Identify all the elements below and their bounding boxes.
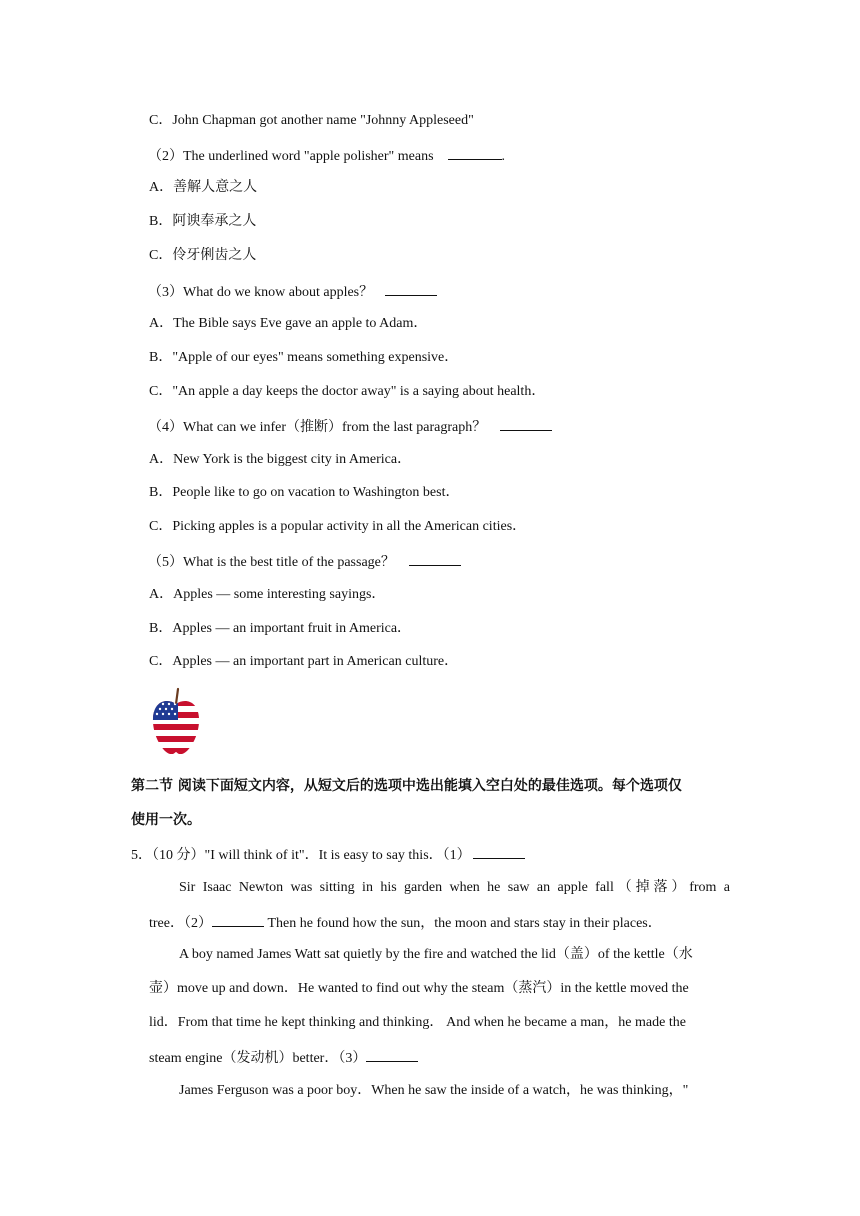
- paragraph-ferguson-line1: James Ferguson was a poor boy．When he saw the inside of a watch，he was thinking，": [179, 1083, 689, 1098]
- section-two-heading-cont: 使用一次。: [131, 812, 201, 828]
- q2-option-a: A．善解人意之人: [149, 180, 258, 195]
- answer-blank[interactable]: [409, 551, 461, 566]
- q4-option-a: A．New York is the biggest city in America．: [149, 452, 412, 467]
- q4-stem: （4）What can we infer（推断）from the last paragraph？: [148, 416, 552, 438]
- paragraph-watt-line2: 壶）move up and down．He wanted to find out why the steam（蒸汽）in the kettle moved the: [149, 981, 689, 996]
- q4-option-b: B．People like to go on vacation to Washington best．: [149, 485, 460, 500]
- q3-option-c: C．"An apple a day keeps the doctor away" is a saying about health．: [149, 384, 546, 399]
- q3-option-b: B．"Apple of our eyes" means something expensive．: [149, 350, 459, 365]
- american-flag-apple-image: [150, 686, 202, 758]
- paragraph-newton-line2: tree．（2） Then he found how the sun，the moon and stars stay in their places．: [149, 912, 662, 934]
- q1-option-c: C．John Chapman got another name "Johnny Appleseed": [149, 113, 474, 128]
- q5-intro: 5．（10 分）"I will think of it"．It is easy to say this．（1）: [131, 844, 525, 866]
- q3-stem: （3）What do we know about apples？: [148, 281, 437, 303]
- answer-blank-3[interactable]: [366, 1047, 418, 1062]
- q2-stem: （2）The underlined word "apple polisher" means .: [148, 145, 505, 167]
- answer-blank[interactable]: [385, 281, 437, 296]
- paragraph-newton-line1: Sir Isaac Newton was sitting in his garden when he saw an apple fall（掉落）from a: [179, 880, 730, 895]
- paragraph-watt-line4: steam engine（发动机）better．（3）: [149, 1047, 418, 1069]
- paragraph-watt-line3: lid．From that time he kept thinking and thinking． And when he became a man，he made the: [149, 1015, 686, 1030]
- q5-option-c: C．Apples — an important part in American culture．: [149, 654, 459, 669]
- answer-blank-1[interactable]: [473, 844, 525, 859]
- q4-option-c: C．Picking apples is a popular activity in all the American cities．: [149, 519, 527, 534]
- q2-option-b: B．阿谀奉承之人: [149, 214, 257, 229]
- q5-option-a: A．Apples — some interesting sayings．: [149, 587, 386, 602]
- q3-option-a: A．The Bible says Eve gave an apple to Adam．: [149, 316, 428, 331]
- answer-blank-2[interactable]: [212, 912, 264, 927]
- answer-blank[interactable]: [448, 145, 502, 160]
- q5-stem: （5）What is the best title of the passage？: [148, 551, 461, 573]
- paragraph-watt-line1: A boy named James Watt sat quietly by the fire and watched the lid（盖）of the kettle（水: [179, 947, 693, 962]
- q5-option-b: B．Apples — an important fruit in America．: [149, 621, 412, 636]
- answer-blank[interactable]: [500, 416, 552, 431]
- q2-option-c: C．伶牙俐齿之人: [149, 248, 257, 263]
- section-two-heading: 第二节 阅读下面短文内容，从短文后的选项中选出能填入空白处的最佳选项。每个选项仅: [131, 778, 682, 794]
